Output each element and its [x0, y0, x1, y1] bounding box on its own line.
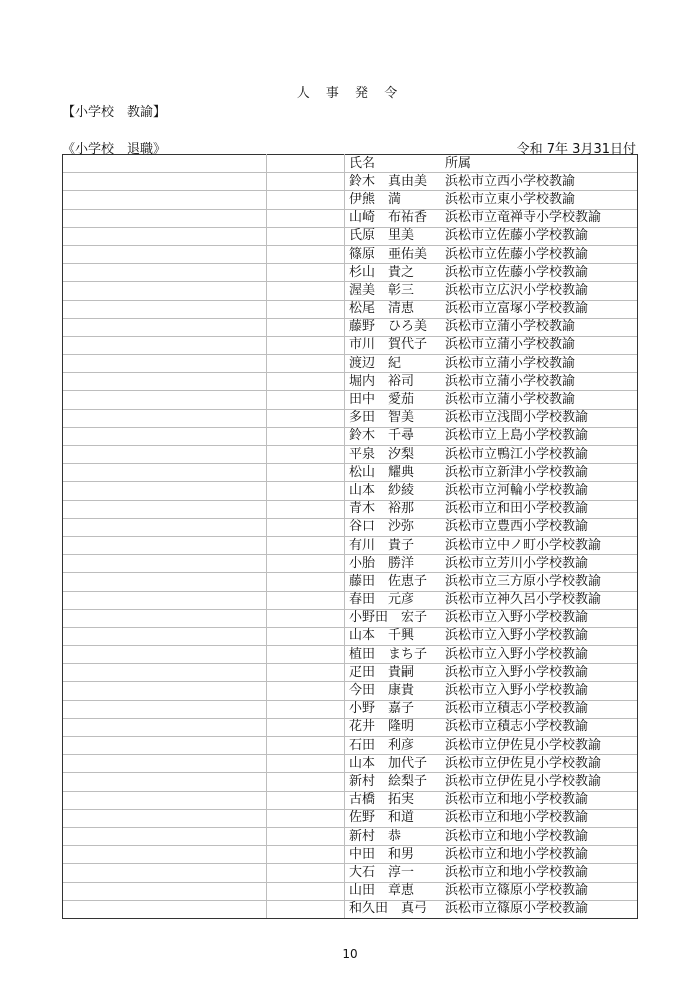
blank-cell: [267, 900, 345, 918]
table-row: [63, 664, 638, 682]
table-row: [63, 227, 638, 245]
name-cell: 青木 裕那: [345, 500, 442, 518]
blank-cell: [267, 664, 345, 682]
name-cell: 山本 紗綾: [345, 482, 442, 500]
name-cell: 古橋 拓実: [345, 791, 442, 809]
blank-cell: [63, 737, 267, 755]
affiliation-cell: 浜松市立鴨江小学校教諭: [441, 446, 638, 464]
affiliation-cell: 浜松市立伊佐見小学校教諭: [441, 737, 638, 755]
table-row: [63, 173, 638, 191]
affiliation-cell: 浜松市立上島小学校教諭: [441, 427, 638, 445]
blank-cell: [63, 500, 267, 518]
blank-cell: [267, 227, 345, 245]
effective-date: 令和 7年 3月31日付: [516, 142, 636, 157]
blank-cell: [63, 791, 267, 809]
name-cell: 大石 淳一: [345, 864, 442, 882]
table-row: [63, 264, 638, 282]
blank-cell: [267, 682, 345, 700]
blank-cell: [267, 882, 345, 900]
table-row: [63, 446, 638, 464]
name-cell: 春田 元彦: [345, 591, 442, 609]
blank-cell: [63, 336, 267, 354]
blank-cell: [267, 700, 345, 718]
table-row: [63, 409, 638, 427]
affiliation-cell: 浜松市立和地小学校教諭: [441, 864, 638, 882]
table-row: [63, 609, 638, 627]
blank-cell: [63, 282, 267, 300]
name-cell: 杉山 貴之: [345, 264, 442, 282]
blank-cell: [63, 318, 267, 336]
table-row: [63, 591, 638, 609]
affiliation-cell: 浜松市立伊佐見小学校教諭: [441, 773, 638, 791]
blank-cell: [63, 627, 267, 645]
name-cell: 松山 耀典: [345, 464, 442, 482]
name-cell: 藤田 佐恵子: [345, 573, 442, 591]
table-row: [63, 427, 638, 445]
affiliation-header: 所属: [441, 155, 638, 173]
name-cell: 有川 貴子: [345, 536, 442, 554]
personnel-table: [62, 154, 638, 919]
table-row: [63, 500, 638, 518]
affiliation-cell: 浜松市立竜禅寺小学校教諭: [441, 209, 638, 227]
name-header: 氏名: [345, 155, 442, 173]
affiliation-cell: 浜松市立和田小学校教諭: [441, 500, 638, 518]
blank-cell: [267, 482, 345, 500]
table-row: [63, 391, 638, 409]
name-cell: 渡辺 紀: [345, 355, 442, 373]
affiliation-cell: 浜松市立積志小学校教諭: [441, 700, 638, 718]
blank-cell: [63, 245, 267, 263]
blank-cell: [63, 664, 267, 682]
blank-cell: [63, 173, 267, 191]
blank-cell: [63, 827, 267, 845]
blank-cell: [267, 773, 345, 791]
blank-cell: [267, 500, 345, 518]
blank-cell: [267, 282, 345, 300]
affiliation-cell: 浜松市立入野小学校教諭: [441, 664, 638, 682]
blank-cell: [267, 409, 345, 427]
name-cell: 鈴木 千尋: [345, 427, 442, 445]
blank-cell: [267, 191, 345, 209]
table-row: [63, 700, 638, 718]
page-title: 人 事 発 令: [296, 86, 404, 101]
blank-cell: [63, 882, 267, 900]
affiliation-cell: 浜松市立蒲小学校教諭: [441, 373, 638, 391]
blank-cell: [63, 755, 267, 773]
table-row: [63, 518, 638, 536]
name-cell: 山田 章恵: [345, 882, 442, 900]
blank-cell: [267, 627, 345, 645]
table-row: [63, 336, 638, 354]
table-row: [63, 536, 638, 554]
affiliation-cell: 浜松市立入野小学校教諭: [441, 609, 638, 627]
name-cell: 平泉 汐梨: [345, 446, 442, 464]
table-row: [63, 846, 638, 864]
affiliation-cell: 浜松市立入野小学校教諭: [441, 646, 638, 664]
blank-cell: [267, 209, 345, 227]
blank-cell: [267, 718, 345, 736]
table-header-row: [63, 155, 638, 173]
blank-cell: [63, 573, 267, 591]
table-row: [63, 627, 638, 645]
table-row: [63, 882, 638, 900]
blank-cell: [267, 464, 345, 482]
blank-cell: [63, 536, 267, 554]
name-cell: 谷口 沙弥: [345, 518, 442, 536]
blank-cell: [63, 609, 267, 627]
table-row: [63, 900, 638, 918]
blank-cell: [63, 773, 267, 791]
affiliation-cell: 浜松市立中ノ町小学校教諭: [441, 536, 638, 554]
name-cell: 小野田 宏子: [345, 609, 442, 627]
affiliation-cell: 浜松市立広沢小学校教諭: [441, 282, 638, 300]
table-row: [63, 827, 638, 845]
blank-cell: [63, 555, 267, 573]
name-cell: 多田 智美: [345, 409, 442, 427]
blank-cell: [267, 555, 345, 573]
affiliation-cell: 浜松市立豊西小学校教諭: [441, 518, 638, 536]
name-cell: 疋田 貴嗣: [345, 664, 442, 682]
table-row: [63, 682, 638, 700]
blank-cell: [267, 755, 345, 773]
blank-cell: [63, 809, 267, 827]
blank-cell: [267, 646, 345, 664]
name-cell: 藤野 ひろ美: [345, 318, 442, 336]
name-cell: 篠原 亜佑美: [345, 245, 442, 263]
blank-cell: [63, 682, 267, 700]
name-cell: 松尾 清恵: [345, 300, 442, 318]
name-cell: 中田 和男: [345, 846, 442, 864]
name-cell: 花井 隆明: [345, 718, 442, 736]
blank-cell: [267, 518, 345, 536]
table-row: [63, 464, 638, 482]
affiliation-cell: 浜松市立伊佐見小学校教諭: [441, 755, 638, 773]
blank-cell: [63, 191, 267, 209]
table-row: [63, 737, 638, 755]
blank-cell: [63, 264, 267, 282]
blank-cell: [63, 446, 267, 464]
affiliation-cell: 浜松市立積志小学校教諭: [441, 718, 638, 736]
blank-cell: [267, 355, 345, 373]
affiliation-cell: 浜松市立富塚小学校教諭: [441, 300, 638, 318]
blank-cell: [267, 446, 345, 464]
affiliation-cell: 浜松市立佐藤小学校教諭: [441, 227, 638, 245]
blank-cell: [267, 573, 345, 591]
name-cell: 石田 利彦: [345, 737, 442, 755]
affiliation-cell: 浜松市立西小学校教諭: [441, 173, 638, 191]
name-cell: 小胎 勝洋: [345, 555, 442, 573]
blank-cell: [63, 900, 267, 918]
affiliation-cell: 浜松市立篠原小学校教諭: [441, 882, 638, 900]
affiliation-cell: 浜松市立河輪小学校教諭: [441, 482, 638, 500]
blank-cell: [63, 391, 267, 409]
blank-cell: [63, 427, 267, 445]
blank-cell: [267, 173, 345, 191]
name-cell: 新村 絵梨子: [345, 773, 442, 791]
affiliation-cell: 浜松市立篠原小学校教諭: [441, 900, 638, 918]
name-cell: 田中 愛茄: [345, 391, 442, 409]
section-title: 【小学校 教諭】: [62, 105, 167, 120]
blank-cell: [267, 391, 345, 409]
affiliation-cell: 浜松市立和地小学校教諭: [441, 809, 638, 827]
name-cell: 和久田 真弓: [345, 900, 442, 918]
blank-cell: [63, 227, 267, 245]
affiliation-cell: 浜松市立芳川小学校教諭: [441, 555, 638, 573]
affiliation-cell: 浜松市立東小学校教諭: [441, 191, 638, 209]
name-cell: 伊熊 満: [345, 191, 442, 209]
table-row: [63, 191, 638, 209]
table-row: [63, 646, 638, 664]
blank-cell: [267, 155, 345, 173]
name-cell: 今田 康貴: [345, 682, 442, 700]
name-cell: 山本 加代子: [345, 755, 442, 773]
affiliation-cell: 浜松市立佐藤小学校教諭: [441, 264, 638, 282]
affiliation-cell: 浜松市立神久呂小学校教諭: [441, 591, 638, 609]
blank-cell: [267, 809, 345, 827]
table-row: [63, 773, 638, 791]
blank-cell: [267, 373, 345, 391]
blank-cell: [267, 427, 345, 445]
name-cell: 山崎 布祐香: [345, 209, 442, 227]
subsection-title: 《小学校 退職》: [62, 142, 167, 157]
blank-cell: [63, 209, 267, 227]
affiliation-cell: 浜松市立蒲小学校教諭: [441, 336, 638, 354]
blank-cell: [267, 827, 345, 845]
table-row: [63, 791, 638, 809]
blank-cell: [267, 264, 345, 282]
blank-cell: [267, 336, 345, 354]
affiliation-cell: 浜松市立和地小学校教諭: [441, 791, 638, 809]
table-row: [63, 355, 638, 373]
table-row: [63, 573, 638, 591]
table-row: [63, 809, 638, 827]
page-number: 10: [342, 947, 358, 961]
name-cell: 新村 恭: [345, 827, 442, 845]
blank-cell: [63, 846, 267, 864]
blank-cell: [63, 373, 267, 391]
affiliation-cell: 浜松市立新津小学校教諭: [441, 464, 638, 482]
blank-cell: [63, 355, 267, 373]
affiliation-cell: 浜松市立浅間小学校教諭: [441, 409, 638, 427]
table-row: [63, 555, 638, 573]
blank-cell: [63, 518, 267, 536]
affiliation-cell: 浜松市立佐藤小学校教諭: [441, 245, 638, 263]
blank-cell: [63, 646, 267, 664]
blank-cell: [63, 155, 267, 173]
blank-cell: [267, 737, 345, 755]
name-cell: 渥美 彰三: [345, 282, 442, 300]
table-row: [63, 864, 638, 882]
name-cell: 小野 嘉子: [345, 700, 442, 718]
name-cell: 植田 まち子: [345, 646, 442, 664]
name-cell: 市川 賀代子: [345, 336, 442, 354]
blank-cell: [63, 300, 267, 318]
affiliation-cell: 浜松市立三方原小学校教諭: [441, 573, 638, 591]
table-row: [63, 373, 638, 391]
table-row: [63, 755, 638, 773]
blank-cell: [267, 245, 345, 263]
affiliation-cell: 浜松市立蒲小学校教諭: [441, 391, 638, 409]
blank-cell: [267, 536, 345, 554]
name-cell: 堀内 裕司: [345, 373, 442, 391]
table-row: [63, 718, 638, 736]
blank-cell: [267, 300, 345, 318]
blank-cell: [267, 318, 345, 336]
table-row: [63, 482, 638, 500]
affiliation-cell: 浜松市立和地小学校教諭: [441, 846, 638, 864]
affiliation-cell: 浜松市立入野小学校教諭: [441, 627, 638, 645]
blank-cell: [267, 864, 345, 882]
blank-cell: [267, 591, 345, 609]
table-row: [63, 282, 638, 300]
table-row: [63, 318, 638, 336]
affiliation-cell: 浜松市立入野小学校教諭: [441, 682, 638, 700]
blank-cell: [63, 864, 267, 882]
table-row: [63, 245, 638, 263]
table-row: [63, 209, 638, 227]
blank-cell: [63, 718, 267, 736]
table-row: [63, 300, 638, 318]
blank-cell: [267, 791, 345, 809]
blank-cell: [63, 591, 267, 609]
affiliation-cell: 浜松市立蒲小学校教諭: [441, 318, 638, 336]
name-cell: 佐野 和道: [345, 809, 442, 827]
affiliation-cell: 浜松市立蒲小学校教諭: [441, 355, 638, 373]
name-cell: 氏原 里美: [345, 227, 442, 245]
affiliation-cell: 浜松市立和地小学校教諭: [441, 827, 638, 845]
blank-cell: [63, 482, 267, 500]
blank-cell: [63, 464, 267, 482]
name-cell: 山本 千興: [345, 627, 442, 645]
blank-cell: [63, 409, 267, 427]
blank-cell: [267, 846, 345, 864]
blank-cell: [267, 609, 345, 627]
name-cell: 鈴木 真由美: [345, 173, 442, 191]
blank-cell: [63, 700, 267, 718]
